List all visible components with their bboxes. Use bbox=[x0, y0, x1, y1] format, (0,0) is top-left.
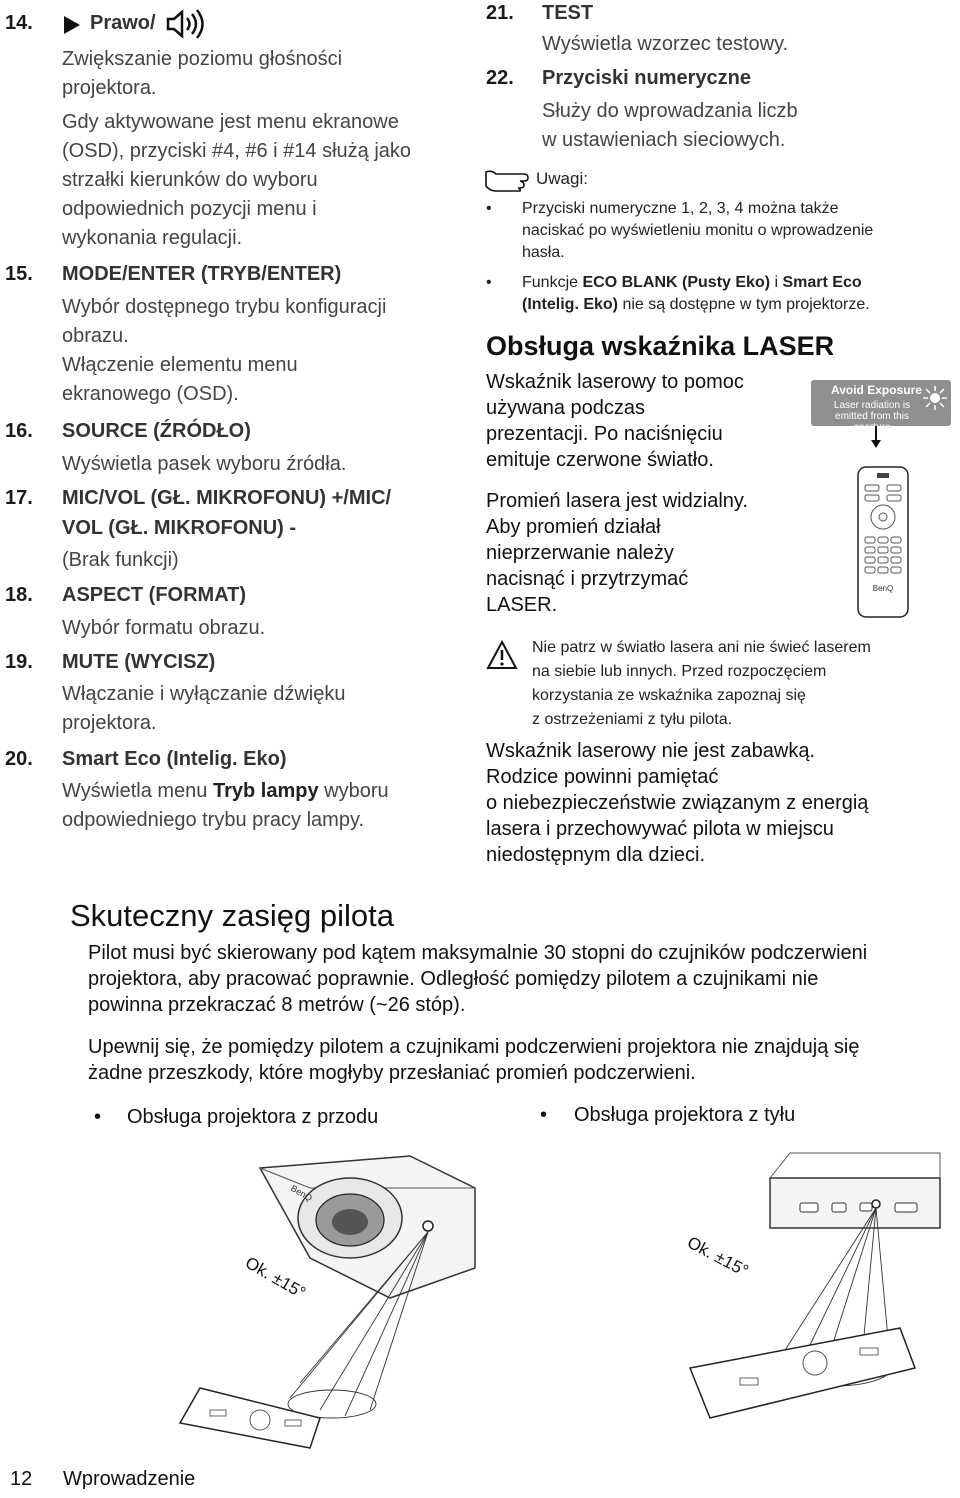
warning-text: na siebie lub innych. Przed rozpoczęciem bbox=[532, 663, 827, 680]
item-desc: ekranowego (OSD). bbox=[62, 383, 239, 405]
item-desc: obrazu. bbox=[62, 325, 129, 347]
item-desc: odpowiednich pozycji menu i bbox=[62, 198, 317, 220]
sunburst-icon bbox=[923, 386, 947, 410]
note-text-bold: (Intelig. Eko) bbox=[522, 296, 618, 313]
note-text: naciskać po wyświetleniu monitu o wprowadzenie bbox=[522, 222, 874, 239]
item-title: Przyciski numeryczne bbox=[542, 67, 751, 89]
item-desc: Wybór dostępnego trybu konfiguracji bbox=[62, 296, 387, 318]
page-number: 12 bbox=[10, 1468, 33, 1490]
laser-text: Rodzice powinni pamiętać bbox=[486, 766, 719, 788]
item-desc: wykonania regulacji. bbox=[62, 227, 243, 249]
item-desc: Włączanie i wyłączanie dźwięku bbox=[62, 683, 346, 705]
back-operation-label: Obsługa projektora z tyłu bbox=[574, 1104, 796, 1126]
laser-text: LASER bbox=[486, 594, 552, 616]
footer-section: Wprowadzenie bbox=[63, 1468, 196, 1490]
note-text: hasła. bbox=[522, 244, 565, 261]
item-desc: strzałki kierunków do wyboru bbox=[62, 169, 318, 191]
range-text: żadne przeszkody, które mogłyby przesłaniać promień podczerwieni. bbox=[88, 1062, 696, 1084]
bullet-dot: • bbox=[486, 200, 492, 217]
item-number: 21. bbox=[486, 2, 514, 24]
laser-text: lasera i przechowywać pilota w miejscu bbox=[486, 818, 834, 840]
range-text: Upewnij się, że pomiędzy pilotem a czujnikami podczerwieni projektora nie znajdują się bbox=[88, 1036, 860, 1058]
laser-text: Wskaźnik laserowy nie jest zabawką. bbox=[486, 740, 816, 762]
item-title: Prawo/ bbox=[90, 12, 156, 34]
range-text: Pilot musi być skierowany pod kątem maksymalnie 30 stopni do czujników podczerwieni bbox=[88, 942, 868, 964]
section-heading: Skuteczny zasięg pilota bbox=[70, 898, 394, 933]
item-title: MODE/ENTER (TRYB/ENTER) bbox=[62, 263, 342, 285]
range-text: powinna przekraczać 8 metrów (~26 stóp). bbox=[88, 994, 466, 1016]
item-desc: (Brak funkcji) bbox=[62, 549, 179, 571]
angle-label: Ok. ±15° bbox=[684, 1232, 752, 1281]
item-desc: wyboru bbox=[318, 780, 389, 802]
item-desc: Wyświetla pasek wyboru źródła. bbox=[62, 453, 347, 475]
laser-text: nacisnąć i przytrzymać bbox=[486, 568, 689, 590]
laser-text: Wskaźnik laserowy to pomoc bbox=[486, 371, 744, 393]
label-text: emitted from this aperture bbox=[835, 411, 909, 433]
laser-text: niedostępnym dla dzieci. bbox=[486, 844, 706, 866]
item-number: 20. bbox=[5, 748, 33, 770]
item-title: Smart Eco (Intelig. Eko) bbox=[62, 748, 287, 770]
remote-control-illustration bbox=[856, 465, 912, 620]
laser-text: używana podczas bbox=[486, 397, 645, 419]
note-label: Uwagi: bbox=[536, 169, 588, 188]
laser-text: o niebezpieczeństwie związanym z energią bbox=[486, 792, 869, 814]
note-text: nie są dostępne w tym projektorze. bbox=[618, 296, 870, 313]
section-heading: Obsługa wskaźnika LASER bbox=[486, 331, 835, 361]
projector-brand-text: BenQ bbox=[289, 1183, 314, 1204]
item-title: TEST bbox=[542, 2, 594, 24]
laser-text: Promień lasera jest widzialny. bbox=[486, 490, 748, 512]
remote-brand-text: BenQ bbox=[872, 584, 894, 593]
label-text: Laser radiation is bbox=[833, 400, 911, 411]
item-title: MUTE (WYCISZ) bbox=[62, 651, 216, 673]
back-operation-illustration bbox=[560, 1148, 950, 1438]
label-title: Avoid Exposure bbox=[831, 383, 922, 397]
item-title: VOL (GŁ. MIKROFONU) - bbox=[62, 517, 297, 539]
item-desc: Gdy aktywowane jest menu ekranowe bbox=[62, 111, 399, 133]
laser-text: prezentacji. Po naciśnięciu bbox=[486, 423, 723, 445]
item-number: 16. bbox=[5, 420, 33, 442]
item-desc: projektora. bbox=[62, 712, 157, 734]
item-title: MIC/VOL (GŁ. MIKROFONU) +/MIC/ bbox=[62, 487, 392, 509]
item-desc: Służy do wprowadzania liczb bbox=[542, 100, 798, 122]
note-text: i bbox=[770, 274, 783, 291]
warning-text: Nie patrz w światło lasera ani nie świeć laserem bbox=[532, 639, 871, 656]
laser-text: Aby promień działał bbox=[486, 516, 661, 538]
item-title: SOURCE (ŹRÓDŁO) bbox=[62, 420, 251, 442]
range-text: projektora, aby pracować poprawnie. Odległość pomiędzy pilotem a czujnikami nie bbox=[88, 968, 819, 990]
item-desc: (OSD), przyciski #4, #6 i #14 służą jako bbox=[62, 140, 412, 162]
bullet-dot: • bbox=[540, 1104, 548, 1126]
item-desc: w ustawieniach sieciowych. bbox=[542, 129, 786, 151]
item-number: 22. bbox=[486, 67, 514, 89]
note-hand-icon bbox=[484, 168, 530, 194]
front-operation-label: Obsługa projektora z przodu bbox=[127, 1106, 379, 1128]
item-number: 19. bbox=[5, 651, 33, 673]
warning-text: korzystania ze wskaźnika zapoznaj się bbox=[532, 687, 806, 704]
item-title: ASPECT (FORMAT) bbox=[62, 584, 247, 606]
item-desc: Włączenie elementu menu bbox=[62, 354, 298, 376]
item-desc: odpowiedniego trybu pracy lampy. bbox=[62, 809, 365, 831]
item-desc: Wybór formatu obrazu. bbox=[62, 617, 266, 639]
front-operation-illustration bbox=[140, 1148, 480, 1438]
note-text: Przyciski numeryczne 1, 2, 3, 4 można także bbox=[522, 200, 839, 217]
play-arrow-icon bbox=[62, 16, 84, 36]
item-number: 14. bbox=[5, 12, 33, 34]
volume-icon bbox=[160, 8, 216, 40]
laser-text: nieprzerwanie należy bbox=[486, 542, 674, 564]
angle-label: Ok. ±15° bbox=[242, 1253, 309, 1303]
bullet-dot: • bbox=[486, 274, 492, 291]
laser-text: emituje czerwone światło. bbox=[486, 449, 714, 471]
item-number: 17. bbox=[5, 487, 33, 509]
item-desc: Wyświetla menu bbox=[62, 780, 213, 802]
bullet-dot: • bbox=[94, 1106, 102, 1128]
item-number: 15. bbox=[5, 263, 33, 285]
item-number: 18. bbox=[5, 584, 33, 606]
note-text-bold: ECO BLANK (Pusty Eko) bbox=[582, 274, 771, 291]
note-text: Funkcje bbox=[522, 274, 583, 291]
item-desc: Zwiększanie poziomu głośności bbox=[62, 48, 343, 70]
warning-triangle-icon bbox=[486, 640, 518, 670]
warning-text: z ostrzeżeniami z tyłu pilota. bbox=[532, 711, 733, 728]
item-desc-bold: Tryb lampy bbox=[212, 780, 319, 802]
item-desc: Wyświetla wzorzec testowy. bbox=[542, 33, 789, 55]
item-desc: projektora. bbox=[62, 77, 157, 99]
laser-warning-label bbox=[811, 380, 951, 433]
note-text-bold: Smart Eco bbox=[782, 274, 862, 291]
arrow-down-icon bbox=[870, 426, 882, 450]
